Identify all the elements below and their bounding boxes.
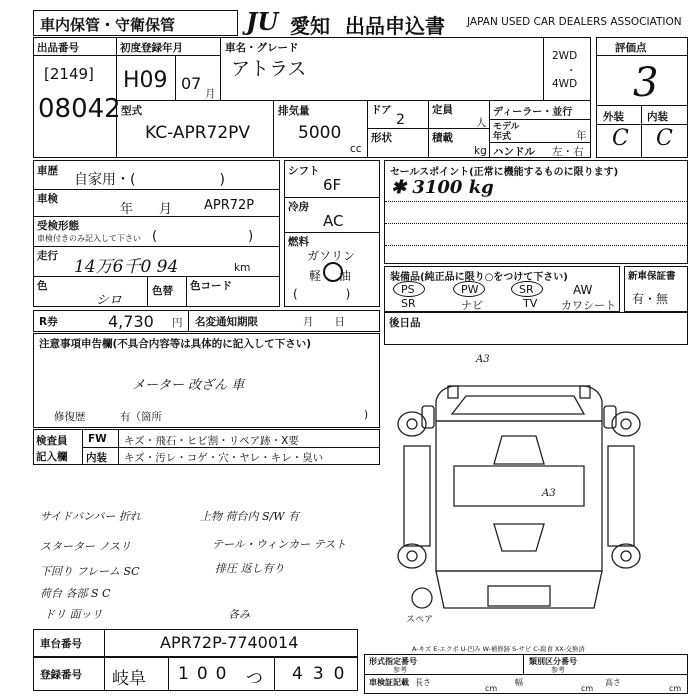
in-text: キズ・汚レ・コゲ・穴・ヤレ・キレ・臭い <box>124 452 324 464</box>
mileage-value: 14万6千0 94 <box>74 257 179 277</box>
diagram-legend: A-キズ E-エクボ U-凹み W-補修跡 S-サビ C-腐食 XX-交換済 <box>412 645 585 653</box>
inspector-label-2: 記入欄 <box>36 451 68 463</box>
fw-label: FW <box>88 433 107 445</box>
chassis-box <box>33 629 358 657</box>
doors-box <box>367 100 429 129</box>
org-name: 愛知 <box>290 14 330 38</box>
exterior-label: 外装 <box>603 111 624 123</box>
notes-label: 注意事項申告欄(不具合内容等は具体的に記入して下さい) <box>39 338 312 350</box>
length-unit: cm <box>485 684 498 693</box>
lot-sub-number: [2149] <box>44 65 94 83</box>
spec-box <box>284 160 380 307</box>
storage-box <box>33 10 238 36</box>
truck-diagram <box>384 346 694 646</box>
type-label: 型式 <box>121 105 142 117</box>
tax-unit: 円 <box>172 317 183 329</box>
mileage-label: 走行 <box>37 250 58 262</box>
repair-close: ) <box>364 409 369 421</box>
drive-4wd: 4WD <box>552 78 578 90</box>
registration-year: H09 <box>123 68 168 93</box>
equipment-sr: SR <box>401 297 416 310</box>
remark-8: ドリ 面ッリ <box>44 608 103 621</box>
mileage-unit: km <box>234 262 251 274</box>
plate-class: 100 <box>178 664 235 684</box>
height-label: 高さ <box>605 678 621 687</box>
plate-kana: つ <box>246 669 263 689</box>
equipment-seat: カワシート <box>561 299 616 312</box>
spec-footer-box <box>364 654 688 694</box>
notice-label: 名変通知期限 <box>195 316 258 328</box>
inspection-extra: APR72P <box>204 198 255 213</box>
fuel-light: 軽 <box>309 269 322 283</box>
plate-box <box>33 657 358 691</box>
capacity-unit: 人 <box>476 117 487 129</box>
form-title: 出品申込書 <box>345 14 445 38</box>
selling-point-label: セールスポイント(正常に機能するものに限ります) <box>390 167 619 178</box>
receipt-label: 受検形態 <box>37 220 79 232</box>
capacity-label: 定員 <box>432 104 453 116</box>
lot-box <box>33 37 121 158</box>
drive-dot: ・ <box>566 65 577 77</box>
equipment-pw: PW <box>461 283 479 296</box>
grade-box <box>596 37 688 158</box>
fuel-circle <box>323 262 343 282</box>
notice-value: 月 日 <box>303 316 345 328</box>
registration-box <box>116 37 221 101</box>
equipment-label: 装備品(純正品に限り○をつけて下さい) <box>390 272 568 283</box>
diagram-mark-a3-body: A3 <box>542 488 556 499</box>
width-label: 幅 <box>515 678 523 687</box>
receipt-paren: ( ) <box>152 229 254 244</box>
remark-6: 排圧 返し有り <box>215 562 285 575</box>
handle-label: ハンドル <box>493 146 535 158</box>
remark-1: サイドバンパー 折れ <box>40 510 141 523</box>
inspection-value: 年 月 <box>120 202 173 217</box>
inspector-box <box>33 429 380 465</box>
rear-box <box>384 312 688 345</box>
lot-label: 出品番号 <box>37 42 79 54</box>
remark-5: 下回り フレーム SC <box>40 565 140 578</box>
registration-label: 初度登録年月 <box>120 42 183 54</box>
selling-point-text: ✱ 3100 kg <box>391 177 494 198</box>
doors: 2 <box>396 112 405 128</box>
equipment-aw: AW <box>573 283 593 297</box>
height-unit: cm <box>669 684 682 693</box>
warranty-label: 新車保証書 <box>628 271 676 282</box>
ju-logo: JU <box>246 7 279 36</box>
receipt-note: 車検付きのみ記入して下さい <box>37 234 141 243</box>
equipment-sr-top: SR <box>519 283 534 296</box>
handle-lr: 左・右 <box>552 146 584 158</box>
dealer-label: ディーラー・並行 <box>493 107 573 118</box>
diagram-spare: スペア <box>406 615 434 625</box>
notice-box <box>188 310 380 332</box>
color-code-label: 色コード <box>190 280 232 292</box>
model-year-label: モデル年式 <box>493 122 520 142</box>
size-label: 車検証記載 <box>369 678 409 687</box>
car-name-label: 車名・グレード <box>225 42 299 54</box>
in-label: 内装 <box>86 452 107 464</box>
month-unit: 月 <box>205 88 216 100</box>
ps-circle <box>393 281 425 297</box>
shift-label: シフト <box>288 165 320 177</box>
lot-number: 08042 <box>38 94 121 124</box>
fw-text: キズ・飛石・ヒビ割・リペア跡・X要 <box>124 435 299 447</box>
remark-2: 上物 荷台内 S/W 有 <box>200 510 300 523</box>
notes-handwritten: メーター 改ざん 車 <box>132 378 245 393</box>
pw-circle <box>453 281 485 297</box>
interior-label: 内装 <box>647 111 668 123</box>
interior-value: C <box>656 126 673 151</box>
score-value: 3 <box>633 60 659 106</box>
chassis-value: APR72P-7740014 <box>160 633 299 652</box>
sr-circle <box>511 281 543 297</box>
warranty-box <box>624 266 688 312</box>
repair-value: 有（箇所 <box>120 411 162 423</box>
load-unit: kg <box>474 145 487 157</box>
chassis-label: 車台番号 <box>40 638 82 650</box>
history-box <box>33 160 280 307</box>
type-box <box>116 100 274 158</box>
car-name: アトラス <box>231 58 307 80</box>
fuel-oil: 油 <box>339 269 352 283</box>
load-box <box>428 128 490 158</box>
equipment-tv: TV <box>523 297 538 310</box>
inspection-label: 車検 <box>37 193 58 205</box>
inspector-label-1: 検査員 <box>36 435 68 447</box>
registration-month: 07 <box>181 74 202 93</box>
color-label: 色 <box>37 280 48 292</box>
plate-number: 430 <box>292 664 355 684</box>
remark-3: スターター ノスリ <box>40 540 132 553</box>
rear-label: 後日品 <box>389 317 421 329</box>
remark-7: 荷台 各部 S C <box>40 587 111 600</box>
plate-label: 登録番号 <box>40 669 82 681</box>
car-name-box <box>220 37 591 101</box>
load-label: 積載 <box>432 132 453 144</box>
storage-label: 車内保管・守衛保管 <box>40 16 176 34</box>
shift-value: 6F <box>323 176 342 194</box>
tax-box <box>33 310 189 332</box>
shape-label: 形状 <box>371 132 392 144</box>
plate-region: 岐阜 <box>112 669 146 689</box>
remark-9: 各み <box>228 608 250 621</box>
equipment-navi: ナビ <box>461 299 483 312</box>
drive-2wd: 2WD <box>552 50 578 62</box>
history-label: 車歴 <box>37 165 58 177</box>
displacement-unit: cc <box>350 143 362 155</box>
category-label: 類別区分番号 <box>529 657 577 666</box>
year-unit: 年 <box>576 130 587 142</box>
shape-box <box>367 128 429 158</box>
designation-ref: 参考 <box>393 666 407 674</box>
selling-point-box <box>384 160 688 264</box>
equipment-ps: PS <box>401 283 415 296</box>
exterior-value: C <box>612 126 629 151</box>
color-value: シロ <box>96 293 123 308</box>
ac-value: AC <box>323 212 344 230</box>
dealer-box <box>489 100 591 158</box>
fuel-paren: ( ) <box>293 287 351 301</box>
displacement: 5000 <box>298 123 342 143</box>
displacement-box <box>273 100 368 158</box>
doors-label: ドア <box>371 104 392 116</box>
notes-box <box>33 333 380 428</box>
ac-label: 冷房 <box>288 201 309 213</box>
score-label: 評価点 <box>615 42 647 54</box>
association-name: JAPAN USED CAR DEALERS ASSOCIATION <box>467 16 682 28</box>
car-type: KC-APR72PV <box>145 123 251 143</box>
tax-label: R券 <box>39 316 58 328</box>
color-change-label: 色替 <box>152 285 173 297</box>
warranty-value: 有・無 <box>632 292 669 306</box>
remark-4: テール・ウィンカー テスト <box>212 538 347 551</box>
displacement-label: 排気量 <box>278 105 310 117</box>
length-label: 長さ <box>415 678 431 687</box>
equipment-box <box>384 266 620 312</box>
fuel-gasoline: ガソリン <box>307 249 356 263</box>
repair-label: 修復歴 <box>54 411 86 423</box>
designation-label: 形式指定番号 <box>369 657 417 666</box>
category-ref: 参考 <box>551 666 565 674</box>
diagram-mark-a3-top: A3 <box>476 354 490 365</box>
width-unit: cm <box>581 684 594 693</box>
tax-value: 4,730 <box>108 312 154 331</box>
fuel-label: 燃料 <box>288 236 309 248</box>
capacity-box <box>428 100 490 129</box>
history-value: 自家用・( ) <box>74 172 225 188</box>
